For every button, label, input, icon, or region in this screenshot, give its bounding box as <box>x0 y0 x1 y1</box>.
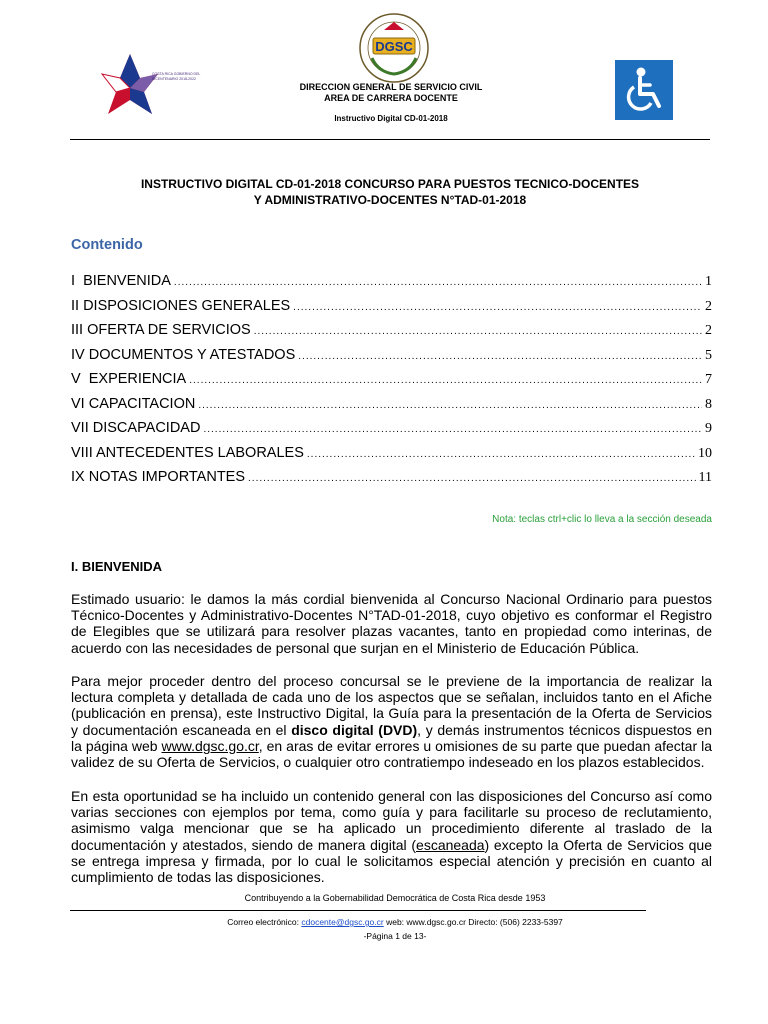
seal-text: DGSC <box>375 39 413 54</box>
web-and-phone: web: www.dgsc.go.cr Directo: (506) 2233-5397 <box>383 917 563 927</box>
dgsc-seal-logo <box>358 12 430 84</box>
logo-caption: COSTA RICA GOBIERNO DEL BICENTENARIO 2018-2022 <box>152 72 201 81</box>
org-area: AREA DE CARRERA DOCENTE <box>324 92 458 103</box>
costa-rica-government-logo <box>100 52 204 118</box>
paragraph-2-text: , en aras de evitar errores u omisiones de su parte que puedan afectar la validez de su Oferta de Servicios, o cualquier otro contratiempo indeseado en los plazos establecidos. <box>71 737 712 771</box>
toc-item-discapacidad[interactable] <box>71 420 712 445</box>
bold-disco-digital: disco digital (DVD) <box>291 721 418 738</box>
toc-page: 2 <box>705 323 712 338</box>
toc-label: V EXPERIENCIA <box>71 371 187 387</box>
email-link[interactable]: cdocente@dgsc.go.cr <box>301 917 384 927</box>
toc-item-bienvenida[interactable] <box>71 273 712 298</box>
paragraph-3-text: En esta oportunidad se ha incluido un contenido general con las disposiciones del Concurso así como varias secciones con ejemplos por tema, como guía y para facilitarle su proceso de reclutamiento, asimismo valga mencionar que se ha aplicado un procedimiento diferente al traslado de la documentación y atestados, siendo de manera digital ( <box>71 788 712 853</box>
footer-divider <box>70 910 646 911</box>
header-org <box>230 82 552 103</box>
toc-label: VIII ANTECEDENTES LABORALES <box>71 444 304 461</box>
paragraph-2 <box>71 673 712 770</box>
toc-note: Nota: teclas ctrl+clic lo lleva a la sección deseada <box>492 514 712 525</box>
toc-page: 10 <box>698 445 712 461</box>
toc-item-antecedentes[interactable] <box>71 445 712 470</box>
toc-page: 5 <box>705 347 712 363</box>
toc-label: IX NOTAS IMPORTANTES <box>71 469 246 485</box>
wheelchair-accessibility-icon <box>615 60 673 120</box>
toc-label: I BIENVENIDA <box>71 273 171 289</box>
header-doc-code: Instructivo Digital CD-01-2018 <box>334 114 448 123</box>
underlined-escaneada: escaneada <box>416 836 485 853</box>
document-title <box>70 176 710 208</box>
paragraph-3 <box>71 788 712 885</box>
table-of-contents <box>71 273 712 494</box>
toc-page: 8 <box>705 396 712 412</box>
toc-item-experiencia[interactable] <box>71 371 712 396</box>
footer-motto: Contribuyendo a la Gobernabilidad Democrática de Costa Rica desde 1953 <box>244 893 546 903</box>
toc-item-capacitacion[interactable] <box>71 396 712 421</box>
paragraph-2-text: , y demás instrumentos técnicos dispuestos en la página web <box>71 721 712 754</box>
toc-label: VII DISCAPACIDAD <box>71 420 201 436</box>
website-link[interactable]: www.dgsc.go.cr <box>161 737 259 754</box>
star-emblem-icon <box>100 52 160 118</box>
paragraph-1: Estimado usuario: le damos la más cordial bienvenida al Concurso Nacional Ordinario para puestos Técnico-Docentes y Administrativo-Docentes N°TAD-01-2018, cuyo objetivo es conformar el Registro de Elegibles que se utilizará para resolver plazas vacantes, tanto en propiedad como interinas, de acuerdo con las necesidades de personal que surjan en el Ministerio de Educación Pública. <box>71 591 712 656</box>
toc-label: III OFERTA DE SERVICIOS <box>71 322 251 338</box>
toc-item-disposiciones[interactable] <box>71 298 712 323</box>
toc-heading: Contenido <box>71 237 143 253</box>
toc-page: 11 <box>698 470 712 485</box>
toc-page: 7 <box>705 372 712 387</box>
header-divider <box>70 139 710 140</box>
toc-label: IV DOCUMENTOS Y ATESTADOS <box>71 346 296 363</box>
org-name: DIRECCION GENERAL DE SERVICIO CIVIL <box>299 82 483 92</box>
paragraph-3-text: ) excepto la Oferta de Servicios que se entrega impresa y firmada, por lo cual le solicitamos especial atención y precisión en cuanto al cumplimiento de todas las disposiciones. <box>71 836 712 886</box>
toc-item-oferta[interactable] <box>71 322 712 347</box>
email-label: Correo electrónico: <box>227 917 302 927</box>
toc-item-notas[interactable] <box>71 469 712 494</box>
toc-item-documentos[interactable] <box>71 347 712 372</box>
title-line-1: INSTRUCTIVO DIGITAL CD-01-2018 CONCURSO PARA PUESTOS TECNICO-DOCENTES <box>140 177 640 191</box>
title-line-2: Y ADMINISTRATIVO-DOCENTES N°TAD-01-2018 <box>253 193 527 207</box>
section-heading: I. BIENVENIDA <box>71 559 163 574</box>
page-number: -Página 1 de 13- <box>363 931 427 941</box>
toc-label: VI CAPACITACION <box>71 395 196 412</box>
paragraph-2-text: Para mejor proceder dentro del proceso concursal se le previene de la importancia de realizar la lectura completa y detallada de cada uno de los aspectos que se señalan, incluidos tanto en el Afiche (publicación en prensa), este Instructivo Digital, la Guía para la presentación de la Oferta de Servicios y documentación escaneada en el <box>71 673 712 738</box>
toc-page: 2 <box>705 298 712 314</box>
toc-label: II DISPOSICIONES GENERALES <box>71 297 291 314</box>
footer-contact <box>70 917 720 927</box>
toc-page: 1 <box>705 274 712 289</box>
toc-page: 9 <box>705 421 712 436</box>
